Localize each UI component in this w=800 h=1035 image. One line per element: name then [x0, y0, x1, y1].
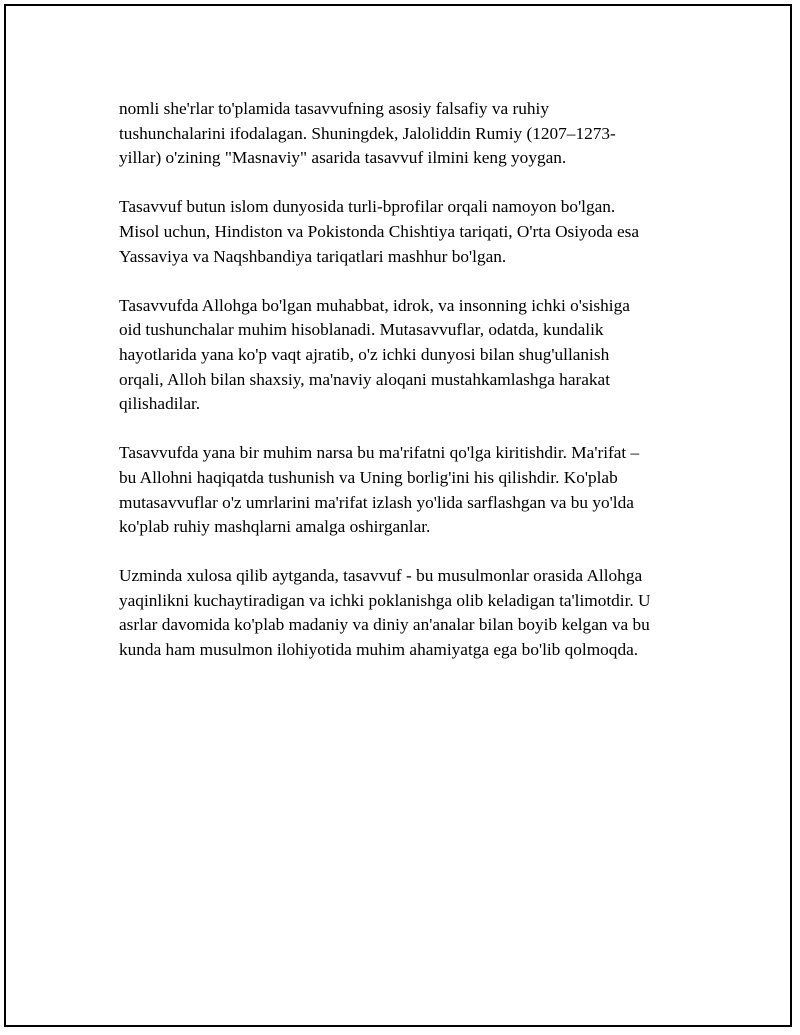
text-line: Misol uchun, Hindiston va Pokistonda Chishtiya tariqati, O'rta Osiyoda esa [119, 221, 640, 241]
text-line: kunda ham musulmon ilohiyotida muhim ahamiyatga ega bo'lib qolmoqda. [119, 640, 639, 660]
paragraph-3 [119, 294, 699, 417]
text-line: mutasavvuflar o'z umrlarini ma'rifat izlash yo'lida sarflashgan va bu yo'lda [119, 492, 634, 512]
text-line: nomli she'rlar to'plamida tasavvufning asosiy falsafiy va ruhiy [119, 99, 549, 118]
text-line: Yassaviya va Naqshbandiya tariqatlari mashhur bo'lgan. [119, 246, 507, 266]
text-line: asrlar davomida ko'plab madaniy va diniy an'analar bilan boyib kelgan va bu [119, 615, 650, 635]
paragraph-1 [119, 97, 699, 171]
text-line: hayotlarida yana ko'p vaqt ajratib, o'z ichki dunyosi bilan shug'ullanish [119, 344, 610, 364]
text-line: Uzminda xulosa qilib aytganda, tasavvuf - bu musulmonlar orasida Allohga [119, 566, 643, 586]
text-line: Tasavvufda Allohga bo'lgan muhabbat, idrok, va insonning ichki o'sishiga [119, 295, 630, 315]
text-line: Tasavvufda yana bir muhim narsa bu ma'rifatni qo'lga kiritishdir. Ma'rifat – [119, 443, 640, 463]
text-line: yillar) o'zining "Masnaviy" asarida tasavvuf ilmini keng yoygan. [119, 148, 567, 168]
text-line: tushunchalarini ifodalagan. Shuningdek, Jaloliddin Rumiy (1207–1273- [119, 123, 616, 143]
text-line: orqali, Alloh bilan shaxsiy, ma'naviy aloqani mustahkamlashga harakat [119, 369, 611, 389]
page-frame [4, 4, 792, 1027]
text-line: oid tushunchalar muhim hisoblanadi. Mutasavvuflar, odatda, kundalik [119, 320, 604, 340]
paragraph-5 [119, 564, 699, 662]
text-line: ko'plab ruhiy mashqlarni amalga oshirganlar. [119, 517, 431, 537]
text-line: yaqinlikni kuchaytiradigan va ichki poklanishga olib keladigan ta'limotdir. U [119, 590, 651, 610]
text-line: Tasavvuf butun islom dunyosida turli-bprofilar orqali namoyon bo'lgan. [119, 197, 616, 217]
paragraph-2 [119, 195, 699, 269]
text-line: bu Allohni haqiqatda tushunish va Uning borlig'ini his qilishdir. Ko'plab [119, 467, 618, 487]
paragraph-4 [119, 441, 699, 539]
document-body [119, 97, 699, 687]
text-line: qilishadilar. [119, 394, 201, 414]
